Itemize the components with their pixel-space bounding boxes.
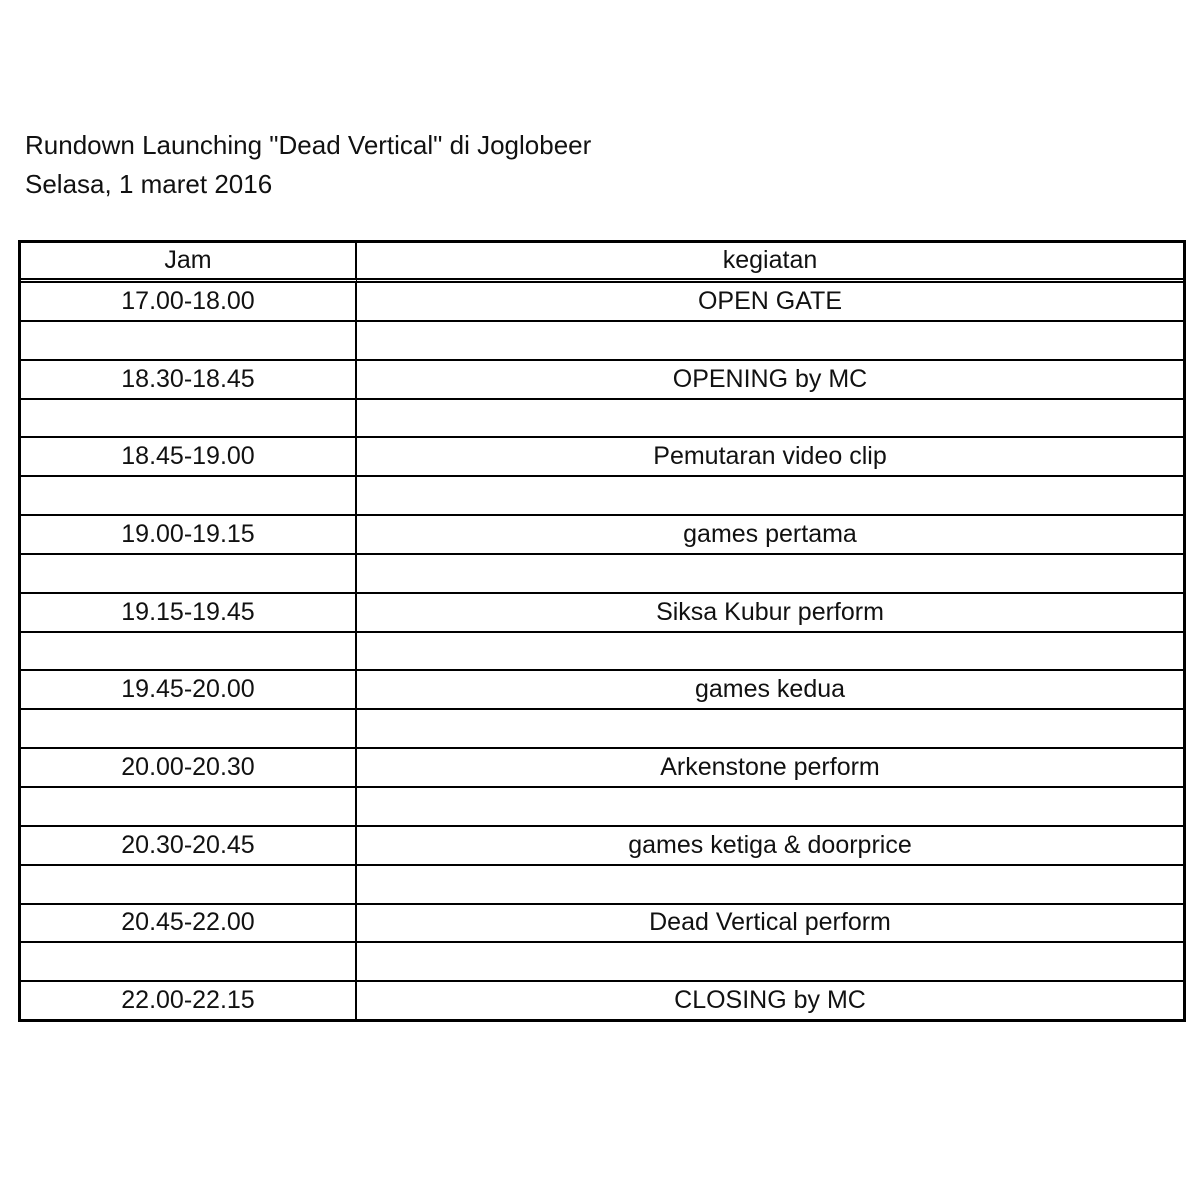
cell-kegiatan: Pemutaran video clip — [357, 438, 1183, 477]
cell-kegiatan — [357, 400, 1183, 439]
cell-kegiatan: CLOSING by MC — [674, 986, 866, 1015]
cell-kegiatan — [357, 866, 1183, 905]
cell-kegiatan — [357, 477, 1183, 516]
cell-jam: 20.30-20.45 — [21, 827, 357, 866]
cell-jam: 17.00-18.00 — [21, 283, 357, 322]
cell-kegiatan — [357, 788, 1183, 827]
table-row — [21, 594, 1183, 633]
table-row — [21, 827, 1183, 866]
cell-kegiatan — [357, 943, 1183, 982]
cell-kegiatan — [357, 322, 1183, 361]
document-header — [25, 126, 591, 204]
rundown-table — [18, 240, 1186, 1022]
table-body — [21, 283, 1183, 1019]
cell-jam: 19.15-19.45 — [21, 594, 357, 633]
cell-jam — [21, 555, 357, 594]
cell-jam: 20.00-20.30 — [21, 749, 357, 788]
table-row — [21, 943, 1183, 982]
table-row — [21, 905, 1183, 944]
cell-kegiatan — [357, 710, 1183, 749]
cell-jam — [21, 710, 357, 749]
table-row — [21, 633, 1183, 672]
table-row — [21, 555, 1183, 594]
cell-jam: 18.45-19.00 — [21, 438, 357, 477]
cell-jam — [21, 866, 357, 905]
table-header-row — [21, 243, 1183, 283]
column-header-kegiatan: kegiatan — [357, 243, 1183, 283]
table-row — [21, 400, 1183, 439]
cell-jam — [21, 788, 357, 827]
cell-jam — [21, 633, 357, 672]
table-row — [21, 671, 1183, 710]
table-row — [21, 866, 1183, 905]
cell-kegiatan: OPENING by MC — [357, 361, 1183, 400]
table-row — [21, 283, 1183, 322]
cell-jam — [21, 322, 357, 361]
cell-jam — [21, 943, 357, 982]
table-row — [21, 710, 1183, 749]
cell-jam: 19.00-19.15 — [21, 516, 357, 555]
cell-jam — [21, 400, 357, 439]
table-row — [21, 477, 1183, 516]
table-row — [21, 749, 1183, 788]
cell-kegiatan — [357, 555, 1183, 594]
cell-jam — [21, 477, 357, 516]
cell-kegiatan: Dead Vertical perform — [357, 905, 1183, 944]
cell-jam: 18.30-18.45 — [21, 361, 357, 400]
table-row — [21, 516, 1183, 555]
cell-kegiatan: Arkenstone perform — [357, 749, 1183, 788]
table-row — [21, 361, 1183, 400]
cell-kegiatan: games ketiga & doorprice — [357, 827, 1183, 866]
cell-jam: 22.00-22.15 — [21, 982, 357, 1019]
cell-kegiatan — [357, 633, 1183, 672]
cell-kegiatan: games kedua — [357, 671, 1183, 710]
table-row — [21, 438, 1183, 477]
document-date: Selasa, 1 maret 2016 — [25, 169, 273, 199]
cell-jam: 20.45-22.00 — [21, 905, 357, 944]
column-header-jam: Jam — [21, 243, 357, 283]
cell-jam: 19.45-20.00 — [21, 671, 357, 710]
table-row — [21, 322, 1183, 361]
document-title: Rundown Launching "Dead Vertical" di Joglobeer — [25, 130, 592, 160]
cell-kegiatan: games pertama — [357, 516, 1183, 555]
table-row — [21, 982, 1183, 1019]
cell-kegiatan: Siksa Kubur perform — [357, 594, 1183, 633]
table-row — [21, 788, 1183, 827]
cell-kegiatan: OPEN GATE — [357, 283, 1183, 322]
